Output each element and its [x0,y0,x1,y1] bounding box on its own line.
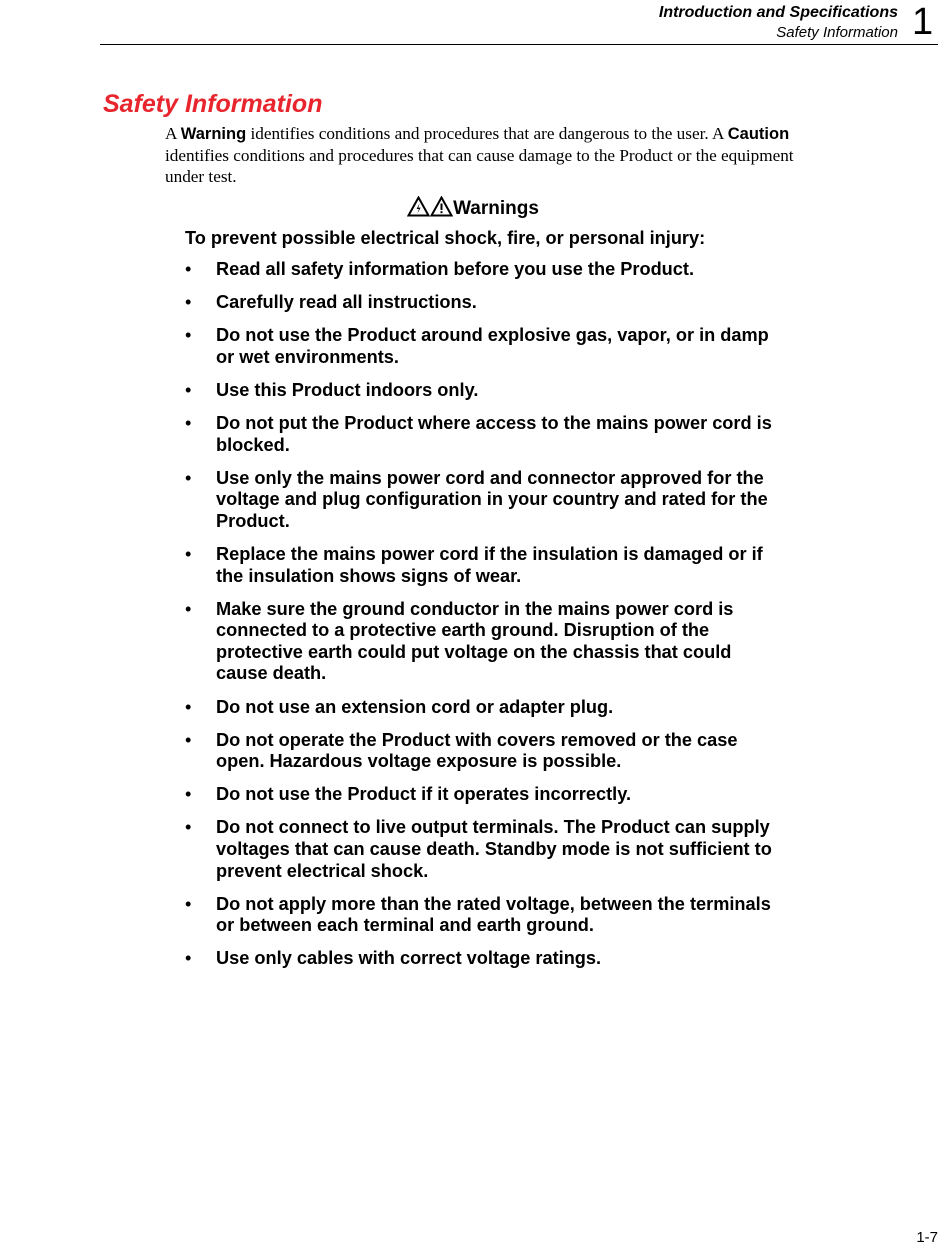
warning-item-text: Do not operate the Product with covers removed or the case open. Hazardous voltage exposure is possible. [216,729,738,772]
bullet-marker: • [185,784,192,805]
intro-text-3: identifies conditions and procedures that can cause damage to the Product or the equipment under test. [165,146,794,186]
bullet-marker: • [185,467,192,488]
warning-item [185,380,775,402]
warning-item [185,468,775,533]
warning-item-text: Read all safety information before you use the Product. [216,259,695,279]
warning-item [185,730,775,773]
bullet-marker: • [185,729,192,750]
warning-item-text: Use this Product indoors only. [216,379,479,400]
warning-item-text: Use only cables with correct voltage ratings. [216,948,602,969]
warning-item-text: Do not connect to live output terminals. The Product can supply voltages that can cause death. Standby mode is not sufficient to prevent electrical shock. [216,817,772,881]
intro-text-2: identifies conditions and procedures that are dangerous to the user. A [246,124,728,143]
chapter-number: 1 [912,1,934,43]
warning-item-text: Replace the mains power cord if the insulation is damaged or if the insulation shows signs of wear. [216,543,763,586]
bullet-marker: • [185,379,192,400]
intro-paragraph [165,123,835,187]
intro-text-1: A [165,124,181,143]
warnings-intro: To prevent possible electrical shock, fire, or personal injury: [185,228,706,248]
warning-item [185,817,775,882]
warning-item [185,292,775,314]
warning-triangle-icon [430,196,453,217]
warning-item-text: Use only the mains power cord and connector approved for the voltage and plug configuration in your country and rated for the Product. [216,467,768,531]
warning-item [185,259,775,281]
caution-term: Caution [727,125,790,143]
warning-item [185,413,775,456]
warning-item [185,325,775,368]
header-divider [100,44,938,45]
bullet-marker: • [185,292,192,313]
warnings-heading [300,196,646,221]
bullet-marker: • [185,259,192,279]
warning-item-text: Do not put the Product where access to the mains power cord is blocked. [216,412,772,455]
warning-item-text: Do not use the Product if it operates incorrectly. [216,784,632,805]
warning-item [185,948,775,970]
bullet-marker: • [185,948,192,969]
warning-term: Warning [180,125,247,143]
warning-item-text: Do not apply more than the rated voltage, between the terminals or between each terminal and earth ground. [216,893,771,936]
warning-item [185,544,775,587]
section-title: Safety Information [103,90,323,118]
bullet-marker: • [185,543,192,564]
warning-item [185,599,775,685]
header-chapter-title: Introduction and Specifications [658,4,898,21]
warnings-heading-label: Warnings [453,198,539,219]
warning-item-text: Carefully read all instructions. [216,292,477,313]
warning-item [185,894,775,937]
header-section-title: Safety Information [776,24,898,41]
bullet-marker: • [185,893,192,914]
page-number: 1-7 [916,1229,938,1246]
bullet-marker: • [185,325,192,346]
shock-hazard-icon [407,196,430,217]
bullet-marker: • [185,412,192,433]
bullet-marker: • [185,817,192,838]
running-header [560,3,898,43]
bullet-marker: • [185,696,192,717]
warning-item-text: Do not use an extension cord or adapter plug. [216,696,614,717]
warning-item-text: Do not use the Product around explosive gas, vapor, or in damp or wet environments. [216,325,769,367]
warning-item [185,784,775,806]
bullet-marker: • [185,598,192,619]
warnings-list [185,259,775,981]
warning-item-text: Make sure the ground conductor in the mains power cord is connected to a protective earth ground. Disruption of the protective earth could put voltage on the chassis that could cause death. [216,598,734,684]
warning-item [185,697,775,719]
